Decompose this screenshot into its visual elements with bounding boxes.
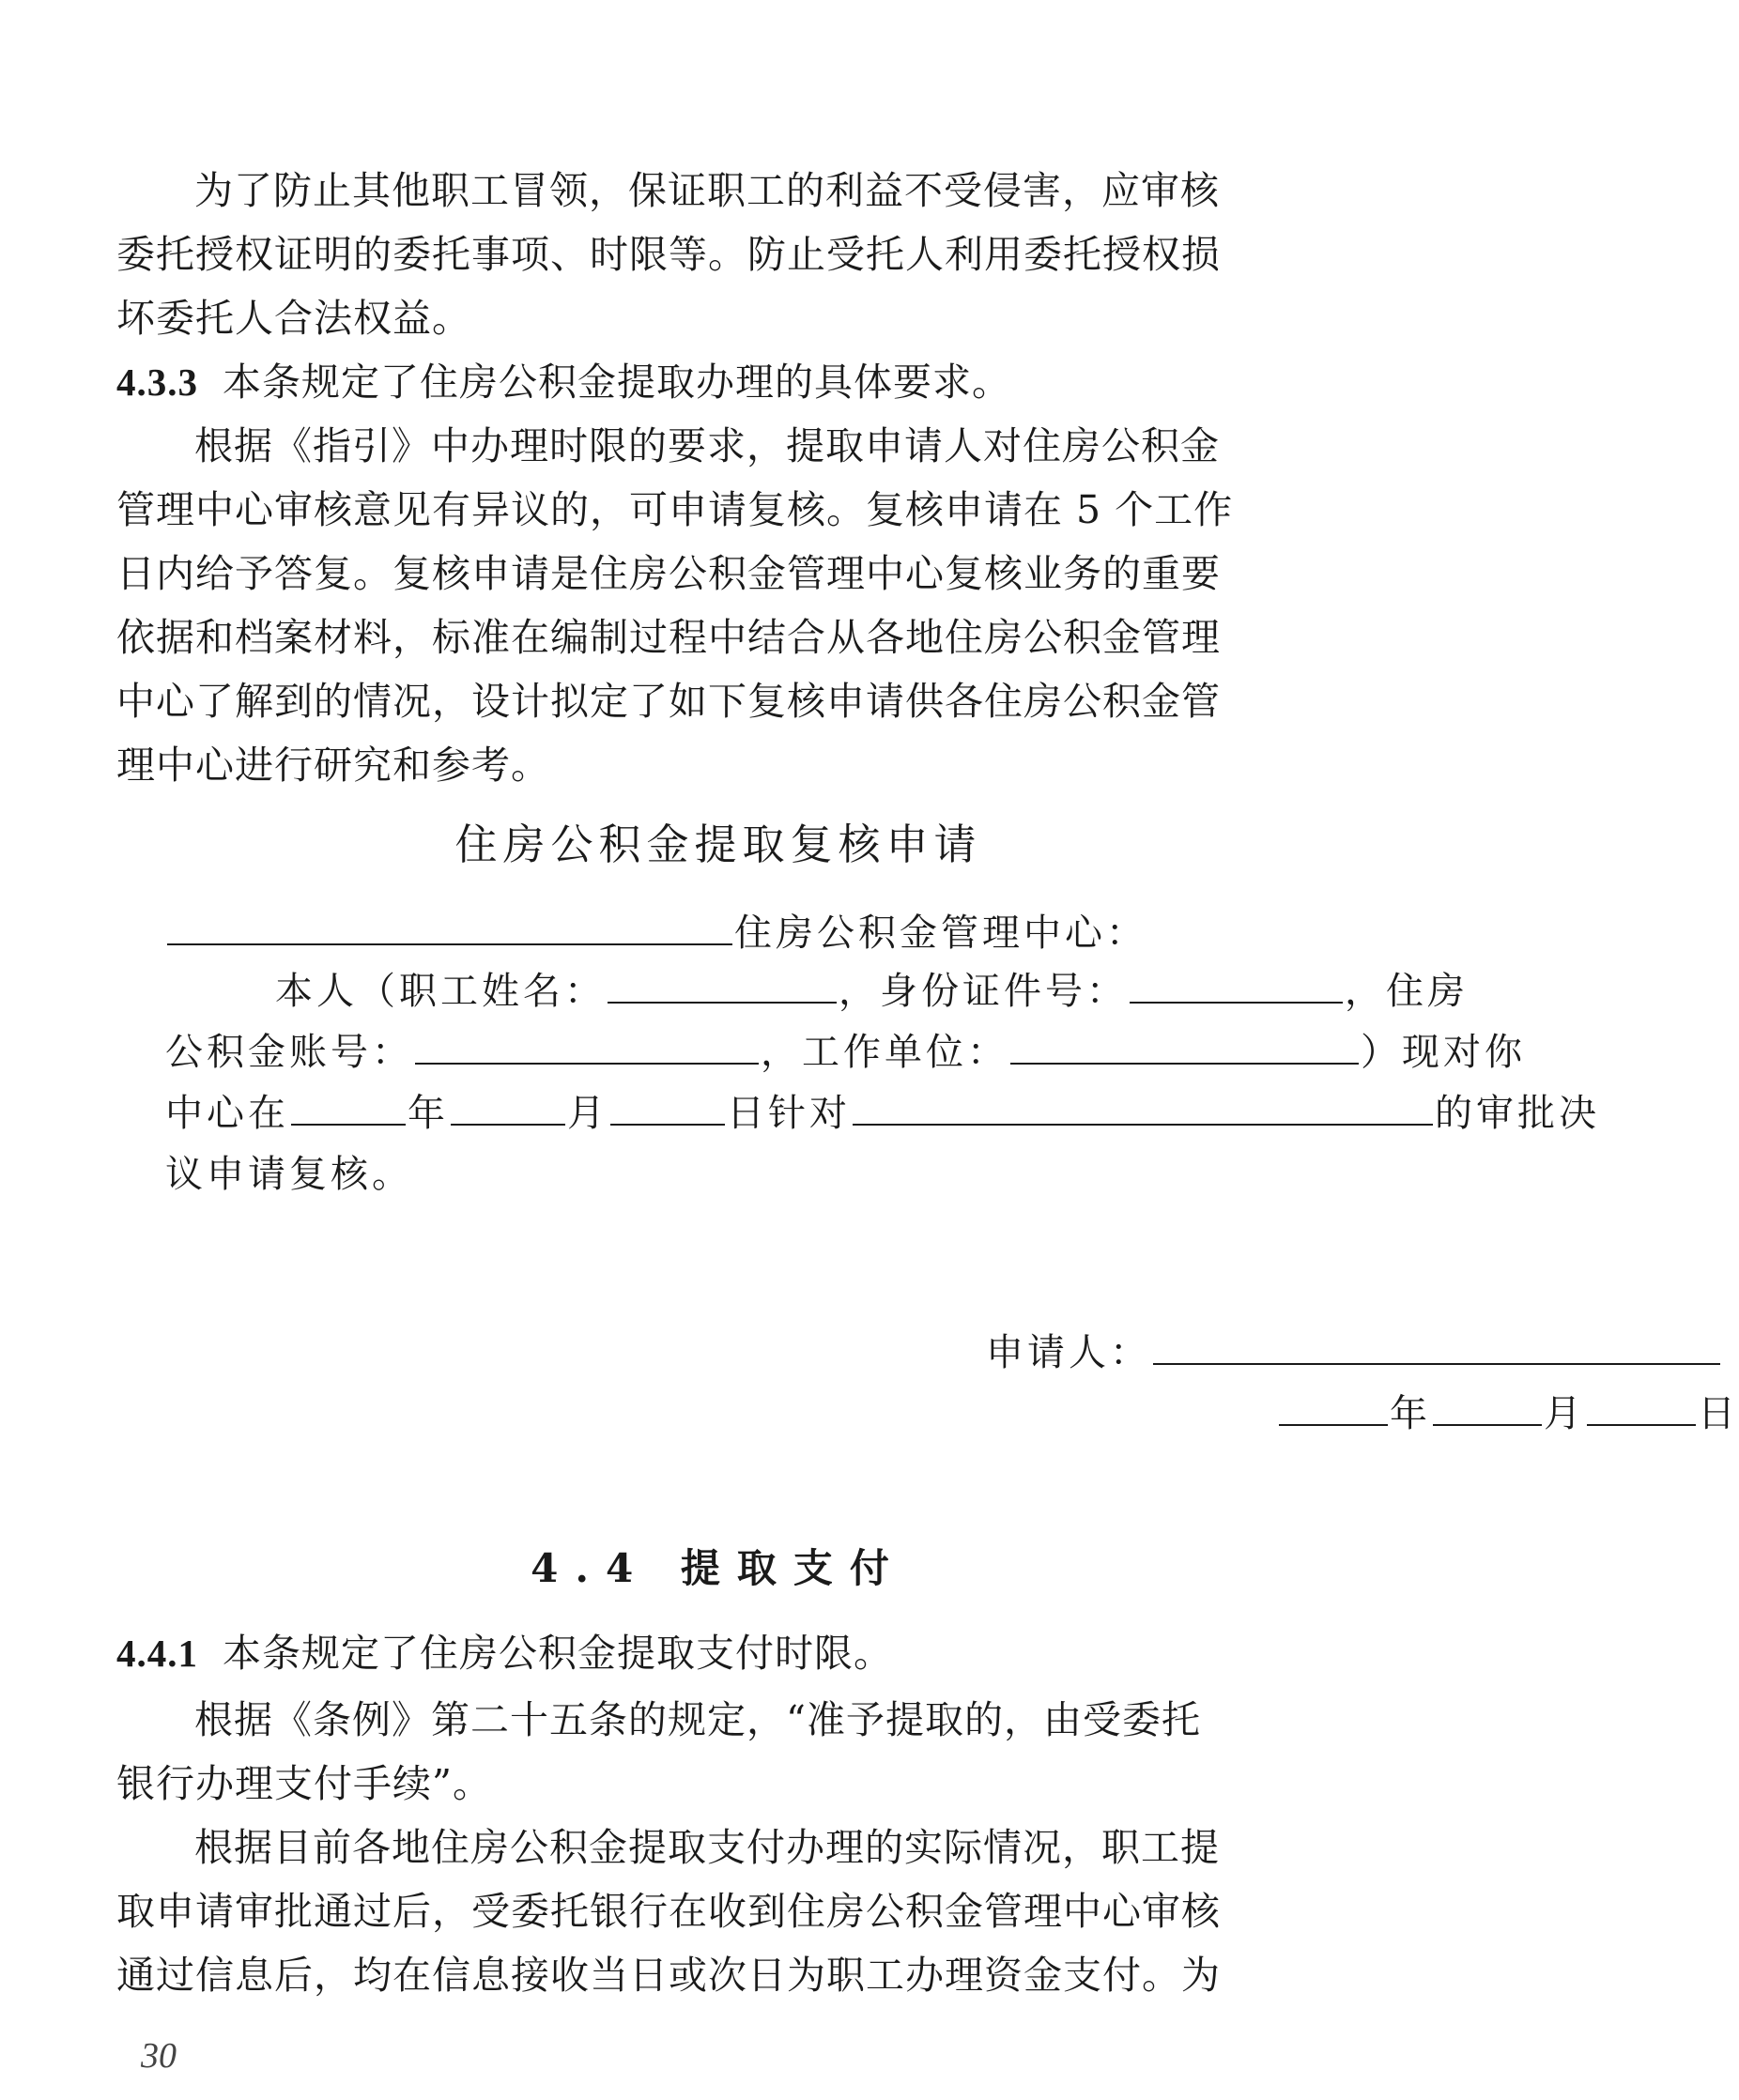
- paragraph-line: 银行办理支付手续”。: [116, 1761, 492, 1806]
- year-label: 年: [408, 1092, 449, 1135]
- paragraph-line: 为了防止其他职工冒领，保证职工的利益不受侵害，应审核: [194, 168, 1220, 213]
- form-text: ，住房: [1345, 970, 1469, 1013]
- id-label: ，身份证件号：: [839, 970, 1128, 1013]
- form-text: 的审批决: [1435, 1092, 1600, 1135]
- form-line-2: [165, 1021, 1526, 1083]
- paragraph-line: 委托授权证明的委托事项、时限等。防止受托人利用委托授权损: [116, 232, 1221, 277]
- section-4-4-1: [116, 1622, 1268, 1684]
- day-blank: [610, 1082, 725, 1126]
- section-text: 本条规定了住房公积金提取办理的具体要求。: [223, 360, 1011, 405]
- day-blank: [1587, 1383, 1696, 1426]
- applicant-blank: [1153, 1322, 1720, 1365]
- account-label: 公积金账号：: [165, 1031, 413, 1074]
- applicant-label: 申请人：: [986, 1331, 1151, 1374]
- applicant-line: [986, 1322, 1722, 1384]
- paragraph-line: 取申请审批通过后，受委托银行在收到住房公积金管理中心审核: [116, 1889, 1221, 1934]
- form-line-4: 议申请复核。: [165, 1153, 413, 1196]
- month-label: 月: [567, 1092, 608, 1135]
- date-line: [1277, 1383, 1739, 1445]
- paragraph-line: 管理中心审核意见有异议的，可申请复核。复核申请在 5 个工作: [116, 487, 1234, 532]
- section-number: 4.3.3: [116, 360, 198, 404]
- section-heading-4-4: 4.4 提取支付: [531, 1545, 906, 1591]
- name-label: 本人（职工姓名：: [275, 970, 606, 1013]
- form-addressee-line: [165, 902, 1147, 964]
- year-blank: [1279, 1383, 1388, 1426]
- year-blank: [291, 1082, 406, 1126]
- form-line-3: [165, 1082, 1600, 1144]
- id-blank: [1130, 960, 1343, 1004]
- center-name-blank: [167, 902, 732, 945]
- paragraph-line: 理中心进行研究和参考。: [116, 743, 550, 788]
- paragraph-line: 根据《指引》中办理时限的要求，提取申请人对住房公积金: [194, 423, 1220, 468]
- addressee-suffix: 住房公积金管理中心：: [734, 912, 1147, 955]
- form-line-1: [275, 960, 1469, 1022]
- decision-blank: [853, 1082, 1433, 1126]
- day-label: 日: [1698, 1392, 1739, 1435]
- form-title: 住房公积金提取复核申请: [454, 820, 982, 869]
- section-number: 4.4.1: [116, 1632, 198, 1675]
- account-blank: [415, 1021, 759, 1065]
- month-blank: [451, 1082, 565, 1126]
- paragraph-line: 中心了解到的情况，设计拟定了如下复核申请供各住房公积金管: [116, 679, 1221, 724]
- paragraph-line: 日内给予答复。复核申请是住房公积金管理中心复核业务的重要: [116, 551, 1221, 596]
- employer-label: ，工作单位：: [761, 1031, 1008, 1074]
- form-text: 日针对: [727, 1092, 851, 1135]
- page-number: 30: [141, 2036, 177, 2076]
- form-text: ）现对你: [1361, 1031, 1526, 1074]
- employer-blank: [1010, 1021, 1359, 1065]
- year-label: 年: [1390, 1392, 1431, 1435]
- paragraph-line: 根据目前各地住房公积金提取支付办理的实际情况，职工提: [194, 1825, 1220, 1870]
- name-blank: [608, 960, 837, 1004]
- month-blank: [1433, 1383, 1542, 1426]
- paragraph-line: 坏委托人合法权益。: [116, 296, 471, 341]
- paragraph-line: 依据和档案材料，标准在编制过程中结合从各地住房公积金管理: [116, 615, 1221, 660]
- section-4-3-3: [116, 351, 1268, 413]
- paragraph-line: 通过信息后，均在信息接收当日或次日为职工办理资金支付。为: [116, 1953, 1221, 1998]
- section-text: 本条规定了住房公积金提取支付时限。: [223, 1631, 893, 1676]
- form-text: 中心在: [165, 1092, 289, 1135]
- month-label: 月: [1544, 1392, 1585, 1435]
- paragraph-line: 根据《条例》第二十五条的规定，“准予提取的，由受委托: [194, 1697, 1201, 1742]
